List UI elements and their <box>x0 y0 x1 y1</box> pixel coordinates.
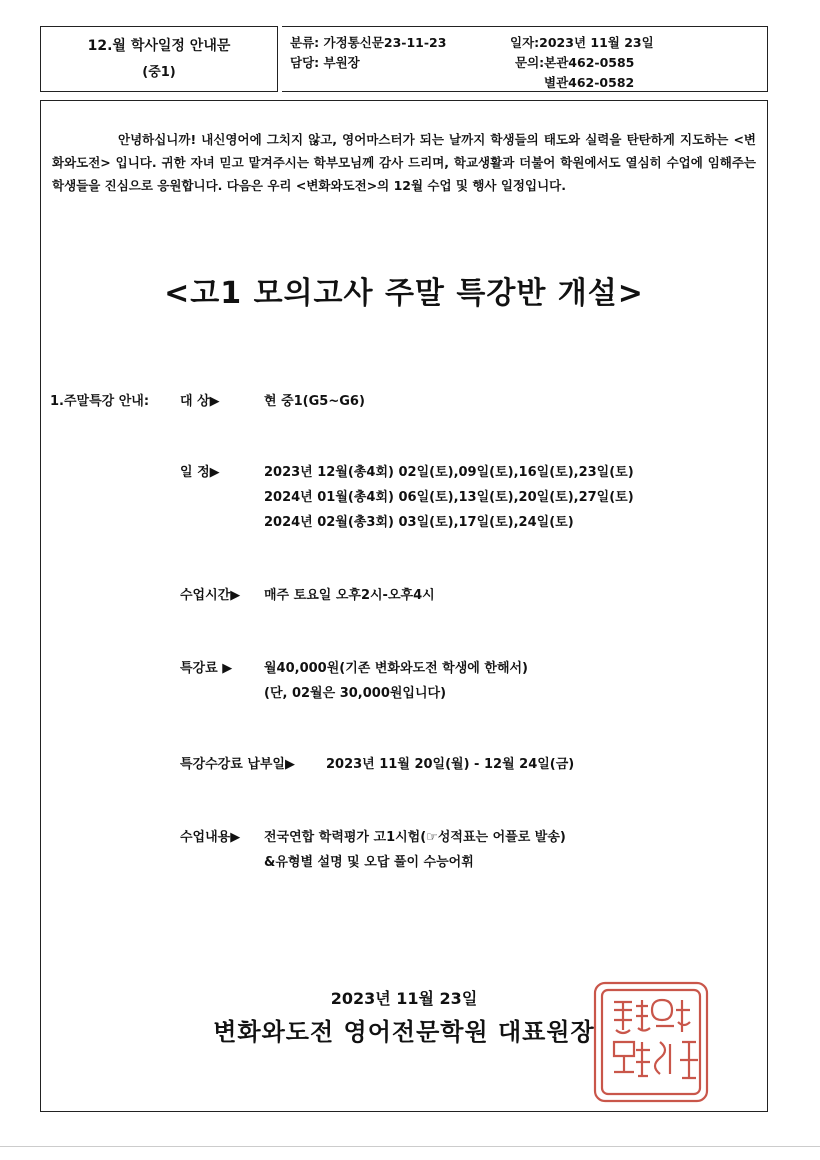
meta-category: 분류: 가정통신문23-11-23 <box>290 35 447 50</box>
fee-label: 특강료 ▶ <box>180 661 233 676</box>
footer-date: 2023년 11월 23일 <box>330 989 478 1008</box>
meta-owner: 담당: 부원장 <box>290 55 360 70</box>
meta-contact-main: 문의:본관462-0585 <box>515 55 635 70</box>
footer-signature: 변화와도전 영어전문학원 대표원장 <box>213 1018 595 1046</box>
class-time-label: 수업시간▶ <box>180 588 241 603</box>
schedule-line: 2024년 02월(총3회) 03일(토),17일(토),24일(토) <box>264 515 574 530</box>
target-value: 현 중1(G5~G6) <box>264 394 365 409</box>
schedule-label: 일 정▶ <box>180 465 220 480</box>
document-grade: (중1) <box>142 65 176 80</box>
meta-contact-annex: 별관462-0582 <box>544 75 635 90</box>
fee-value: 월40,000원(기존 변화와도전 학생에 한해서) <box>264 661 528 676</box>
intro-paragraph <box>40 128 768 197</box>
target-label: 대 상▶ <box>180 394 220 409</box>
schedule-line: 2024년 01월(총4회) 06일(토),13일(토),20일(토),27일(토) <box>264 490 634 505</box>
fee-note: (단, 02월은 30,000원입니다) <box>264 686 447 701</box>
content-line: &유형별 설명 및 오답 풀이 수능어휘 <box>264 855 474 870</box>
document-title-box <box>40 26 278 92</box>
payment-value: 2023년 11월 20일(월) - 12월 24일(금) <box>326 757 575 772</box>
content-label: 수업내용▶ <box>180 830 241 845</box>
document-title: 12.월 학사일정 안내문 <box>87 38 231 54</box>
meta-date: 일자:2023년 11월 23일 <box>510 35 654 50</box>
section-number-label: 1.주말특강 안내: <box>50 394 150 409</box>
class-time-value: 매주 토요일 오후2시-오후4시 <box>264 588 435 603</box>
payment-label: 특강수강료 납부일▶ <box>180 757 295 772</box>
notice-title: <고1 모의고사 주말 특강반 개설> <box>164 276 644 311</box>
page-bottom-divider <box>0 1146 820 1147</box>
document-meta-box <box>282 26 768 92</box>
red-official-seal-icon <box>592 980 710 1104</box>
content-line: 전국연합 학력평가 고1시험(☞성적표는 어플로 발송) <box>264 830 566 845</box>
main-content-frame <box>40 100 768 1112</box>
intro-text: 안녕하십니까! 내신영어에 그치지 않고, 영어마스터가 되는 날까지 학생들의 태도와 실력을 탄탄하게 지도하는 <변화와도전> 입니다. 귀한 자녀 믿고 맡겨주시는 학부모님께 감사 드리며, 학교생활과 더불어 학원에서도 열심히 수업에 임해주는 학생들을 진심으로 응원합니다. 다음은 우리 <변화와도전>의 12월 수업 및 행사 일정입니다. <box>52 132 756 193</box>
schedule-line: 2023년 12월(총4회) 02일(토),09일(토),16일(토),23일(토) <box>264 465 634 480</box>
